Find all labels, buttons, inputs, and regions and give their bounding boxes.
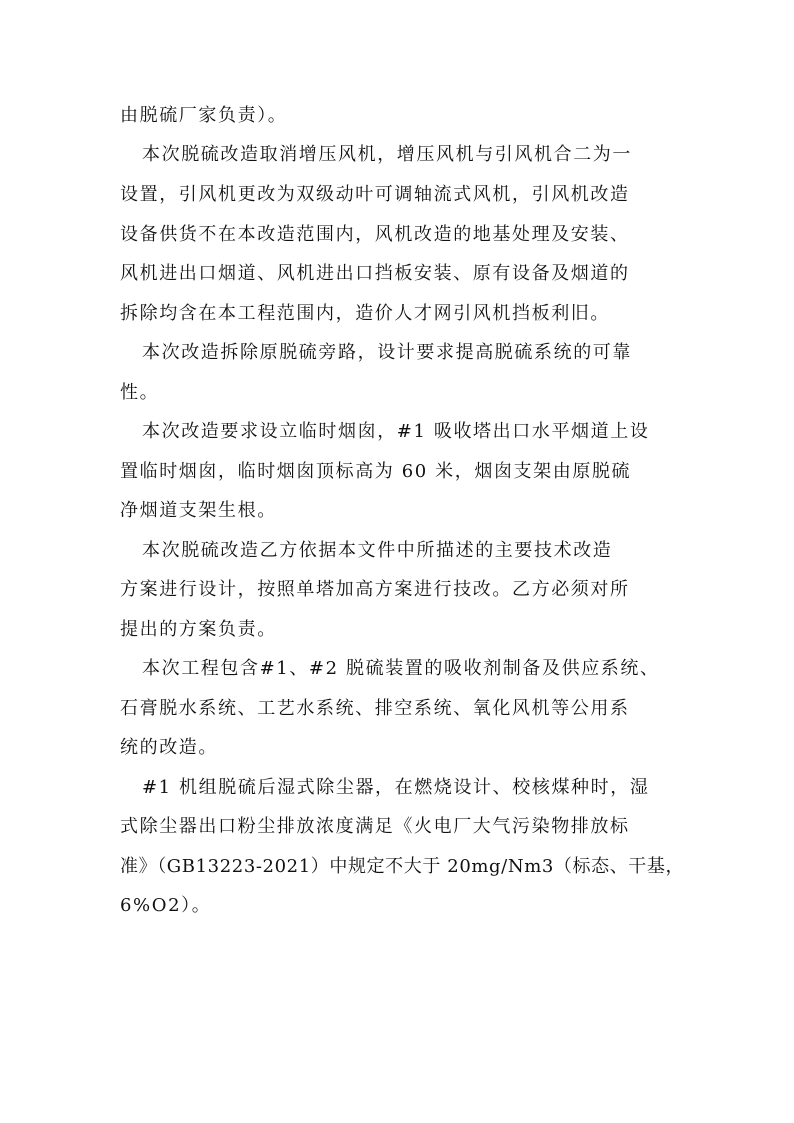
text-line: 设置，引风机更改为双级动叶可调轴流式风机，引风机改造: [120, 184, 630, 205]
text-line: 6%O2）。: [120, 895, 212, 916]
text-line: 准》（GB13223-2021）中规定不大于 20mg/Nm3（标态、干基，: [120, 856, 685, 877]
text-line: 提出的方案负责。: [120, 619, 277, 640]
text-line: 式除尘器出口粉尘排放浓度满足《火电厂大气污染物排放标: [120, 816, 630, 837]
text-line: 统的改造。: [120, 737, 218, 758]
text-line: 本次脱硫改造取消增压风机，增压风机与引风机合二为一: [142, 144, 632, 165]
text-line: 本次改造拆除原脱硫旁路，设计要求提高脱硫系统的可靠: [142, 342, 632, 363]
text-line: 置临时烟囱，临时烟囱顶标高为 60 米，烟囱支架由原脱硫: [120, 461, 632, 482]
text-line: 净烟道支架生根。: [120, 500, 277, 521]
text-line: 本次脱硫改造乙方依据本文件中所描述的主要技术改造: [142, 540, 613, 561]
text-line: 设备供货不在本改造范围内，风机改造的地基处理及安装、: [120, 224, 630, 245]
text-line: 风机进出口烟道、风机进出口挡板安装、原有设备及烟道的: [120, 263, 630, 284]
text-line: 本次改造要求设立临时烟囱，#1 吸收塔出口水平烟道上设: [142, 421, 650, 442]
text-line: 方案进行设计，按照单塔加高方案进行技改。乙方必须对所: [120, 579, 630, 600]
text-line: 性。: [120, 382, 160, 403]
text-line: 石膏脱水系统、工艺水系统、排空系统、氧化风机等公用系: [120, 698, 630, 719]
text-line: #1 机组脱硫后湿式除尘器，在燃烧设计、校核煤种时，湿: [142, 777, 650, 798]
text-line: 由脱硫厂家负责）。: [120, 105, 288, 126]
text-line: 拆除均含在本工程范围内，造价人才网引风机挡板利旧。: [120, 303, 610, 324]
text-line: 本次工程包含#1、#2 脱硫装置的吸收剂制备及供应系统、: [142, 658, 660, 679]
